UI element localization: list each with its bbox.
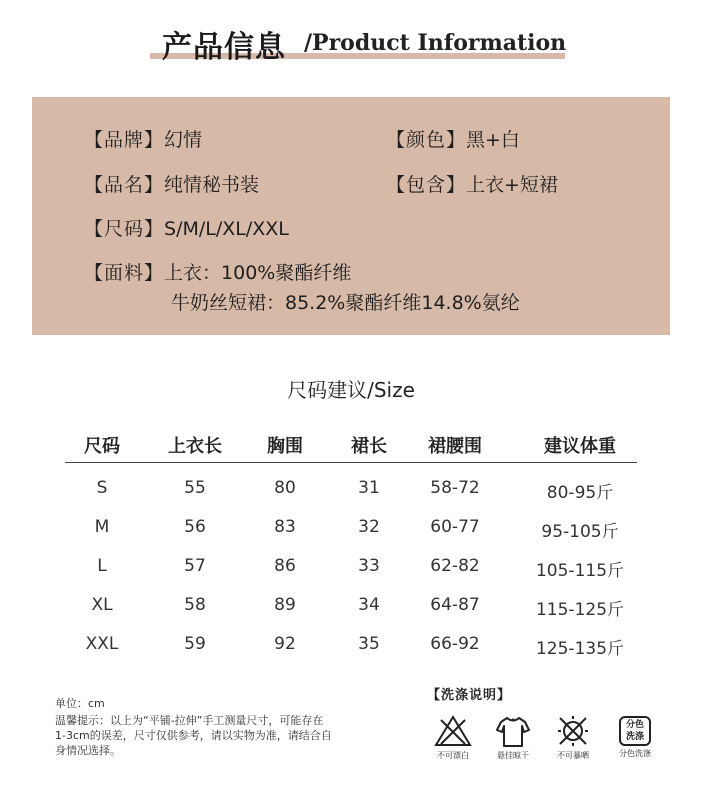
info-size-value: S/M/L/XL/XXL xyxy=(164,218,289,240)
header-title-cn: 产品信息 xyxy=(162,30,286,65)
no-bleach-icon xyxy=(433,714,473,748)
care-label-no-sun: 不可暴晒 xyxy=(557,751,589,760)
cell-skirt-waist: 66-92 xyxy=(430,634,480,654)
col-header-bust: 胸围 xyxy=(267,436,303,457)
cell-skirt-length: 33 xyxy=(358,556,380,576)
cell-top-length: 56 xyxy=(184,517,206,537)
info-contents-value: 上衣+短裙 xyxy=(466,174,558,196)
info-fabric xyxy=(84,258,351,285)
cell-weight: 80-95斤 xyxy=(546,483,614,503)
cell-skirt-length: 32 xyxy=(358,517,380,537)
info-fabric-value-line1: 上衣：100%聚酯纤维 xyxy=(164,262,352,284)
cell-size: XXL xyxy=(85,634,119,654)
separate-wash-badge-line2: 洗涤 xyxy=(625,732,644,742)
cell-bust: 86 xyxy=(274,556,296,576)
cell-skirt-waist: 58-72 xyxy=(430,478,480,498)
no-sun-icon xyxy=(553,714,593,748)
care-title: 【洗涤说明】 xyxy=(427,688,512,703)
cell-skirt-waist: 64-87 xyxy=(430,595,480,615)
cell-size: S xyxy=(96,478,108,498)
col-header-weight: 建议体重 xyxy=(544,436,616,457)
info-brand-value: 幻情 xyxy=(164,129,203,151)
info-color xyxy=(386,125,520,152)
care-item-no-bleach xyxy=(423,714,483,761)
cell-top-length: 58 xyxy=(184,595,206,615)
care-label-hang-dry: 悬挂晾干 xyxy=(497,751,529,760)
info-name xyxy=(84,170,259,197)
cell-top-length: 57 xyxy=(184,556,206,576)
cell-skirt-waist: 62-82 xyxy=(430,556,480,576)
cell-weight: 115-125斤 xyxy=(535,600,625,620)
col-header-top-length: 上衣长 xyxy=(168,436,222,457)
cell-top-length: 55 xyxy=(184,478,206,498)
separate-wash-badge-line1: 分色 xyxy=(625,720,644,730)
cell-skirt-length: 31 xyxy=(358,478,380,498)
col-header-size: 尺码 xyxy=(84,436,120,457)
care-item-hang-dry xyxy=(483,714,543,761)
cell-weight: 125-135斤 xyxy=(535,639,625,659)
cell-size: L xyxy=(97,556,107,576)
table-header-rule xyxy=(65,462,637,463)
cell-size: M xyxy=(94,517,110,537)
cell-skirt-length: 34 xyxy=(358,595,380,615)
unit-note: 单位：cm xyxy=(55,697,105,710)
info-contents-label: 【包含】 xyxy=(386,174,467,196)
cell-bust: 89 xyxy=(274,595,296,615)
size-section-title: 尺码建议/Size xyxy=(287,378,415,402)
cell-weight: 95-105斤 xyxy=(541,522,619,542)
info-size xyxy=(84,214,289,241)
hang-dry-icon xyxy=(493,714,533,748)
info-brand xyxy=(84,125,202,152)
cell-bust: 92 xyxy=(274,634,296,654)
info-fabric-line2 xyxy=(171,288,520,315)
cell-size: XL xyxy=(91,595,113,615)
header-title-en: /Product Information xyxy=(304,30,567,56)
info-fabric-value-line2: 牛奶丝短裙：85.2%聚酯纤维14.8%氨纶 xyxy=(171,292,520,314)
care-item-separate-wash xyxy=(605,714,665,759)
tip-line-3: 身情况选择。 xyxy=(55,744,121,757)
info-color-value: 黑+白 xyxy=(466,129,520,151)
info-contents xyxy=(386,170,558,197)
col-header-skirt-waist: 裙腰围 xyxy=(428,436,482,457)
cell-weight: 105-115斤 xyxy=(535,561,625,581)
tip-line-2: 1-3cm的误差，尺寸仅供参考，请以实物为准，请结合自 xyxy=(55,729,332,742)
care-label-separate-wash: 分色洗涤 xyxy=(619,749,651,758)
info-fabric-label: 【面料】 xyxy=(84,262,165,284)
cell-skirt-length: 35 xyxy=(358,634,380,654)
info-color-label: 【颜色】 xyxy=(386,129,467,151)
separate-wash-icon xyxy=(619,716,651,746)
tip-line-1: 温馨提示：以上为“平铺-拉伸”手工测量尺寸，可能存在 xyxy=(55,714,324,727)
care-item-no-sun xyxy=(543,714,603,761)
care-label-no-bleach: 不可漂白 xyxy=(437,751,469,760)
cell-top-length: 59 xyxy=(184,634,206,654)
cell-bust: 80 xyxy=(274,478,296,498)
cell-bust: 83 xyxy=(274,517,296,537)
info-brand-label: 【品牌】 xyxy=(84,129,165,151)
info-size-label: 【尺码】 xyxy=(84,218,165,240)
col-header-skirt-length: 裙长 xyxy=(351,436,387,457)
info-name-value: 纯情秘书装 xyxy=(164,174,260,196)
info-name-label: 【品名】 xyxy=(84,174,165,196)
page-header xyxy=(0,20,702,70)
cell-skirt-waist: 60-77 xyxy=(430,517,480,537)
